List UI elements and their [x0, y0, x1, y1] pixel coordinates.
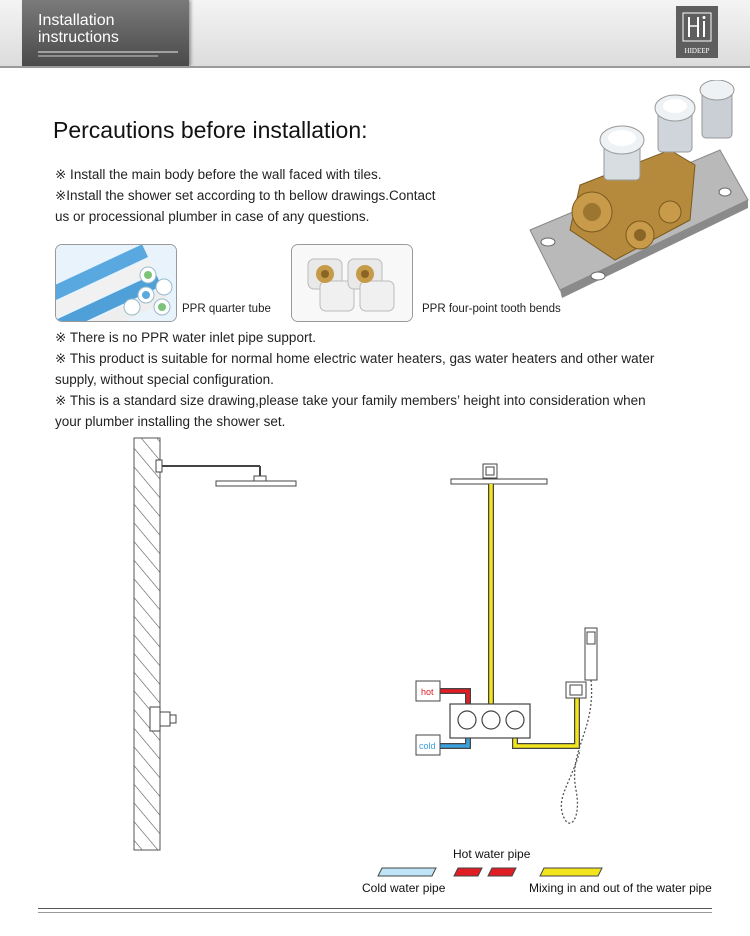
footer-rule-2 — [38, 912, 712, 913]
header-divider — [0, 66, 750, 68]
ppr-tubes-icon — [56, 245, 176, 321]
note-line-1: ※ There is no PPR water inlet pipe support. — [55, 330, 316, 345]
footer-rule-1 — [38, 908, 712, 909]
note-line-4: ※ This is a standard size drawing,please take your family members’ height into consideration when — [55, 393, 646, 408]
hot-tag: hot — [421, 687, 434, 697]
header-title-line2: instructions — [38, 29, 119, 46]
wall-section — [134, 438, 160, 850]
legend-swatches — [370, 866, 610, 878]
legend-mix-swatch — [540, 868, 602, 876]
legend-hot-swatch-2 — [488, 868, 516, 876]
thermostatic-valve-photo — [520, 80, 750, 300]
brand-logo — [676, 6, 718, 58]
cold-tag: cold — [419, 741, 436, 751]
brand-name: HIDEEP — [684, 47, 710, 55]
legend-hot-swatch-1 — [454, 868, 482, 876]
header-tab — [22, 0, 189, 66]
valve-knob-2 — [482, 711, 500, 729]
precaution-line-2: ※Install the shower set according to th bellow drawings.Contact — [55, 188, 436, 203]
legend-cold-swatch — [378, 868, 436, 876]
note-line-5: your plumber installing the shower set. — [55, 414, 286, 429]
ppr-elbow-photo — [291, 244, 413, 322]
valve-knob-3 — [506, 711, 524, 729]
front-view-piping-diagram — [400, 450, 600, 850]
legend-mix-label: Mixing in and out of the water pipe — [529, 881, 712, 895]
precaution-line-1: ※ Install the main body before the wall faced with tiles. — [55, 167, 382, 182]
valve-knob-1 — [458, 711, 476, 729]
ppr-tube-label: PPR quarter tube — [182, 303, 271, 315]
note-line-3: supply, without special configuration. — [55, 372, 274, 387]
header-title-line1: Installation — [38, 12, 115, 29]
note-line-2: ※ This product is suitable for normal home electric water heaters, gas water heaters and other water — [55, 351, 655, 366]
ppr-tube-photo — [55, 244, 177, 322]
precautions-heading: Percautions before installation: — [53, 117, 368, 143]
precaution-line-3: us or processional plumber in case of any questions. — [55, 209, 370, 224]
page-header — [0, 0, 750, 66]
header-title — [38, 12, 188, 46]
ppr-elbow-icon — [292, 245, 412, 321]
ppr-elbow-label: PPR four-point tooth bends — [422, 303, 561, 315]
brand-mark-icon — [682, 12, 712, 42]
legend-hot-label: Hot water pipe — [453, 847, 531, 861]
shower-head-side — [216, 481, 296, 486]
header-fine-print — [38, 50, 186, 57]
rain-shower-head — [451, 479, 547, 484]
legend-cold-label: Cold water pipe — [362, 881, 446, 895]
wall-side-view-diagram — [120, 432, 310, 852]
